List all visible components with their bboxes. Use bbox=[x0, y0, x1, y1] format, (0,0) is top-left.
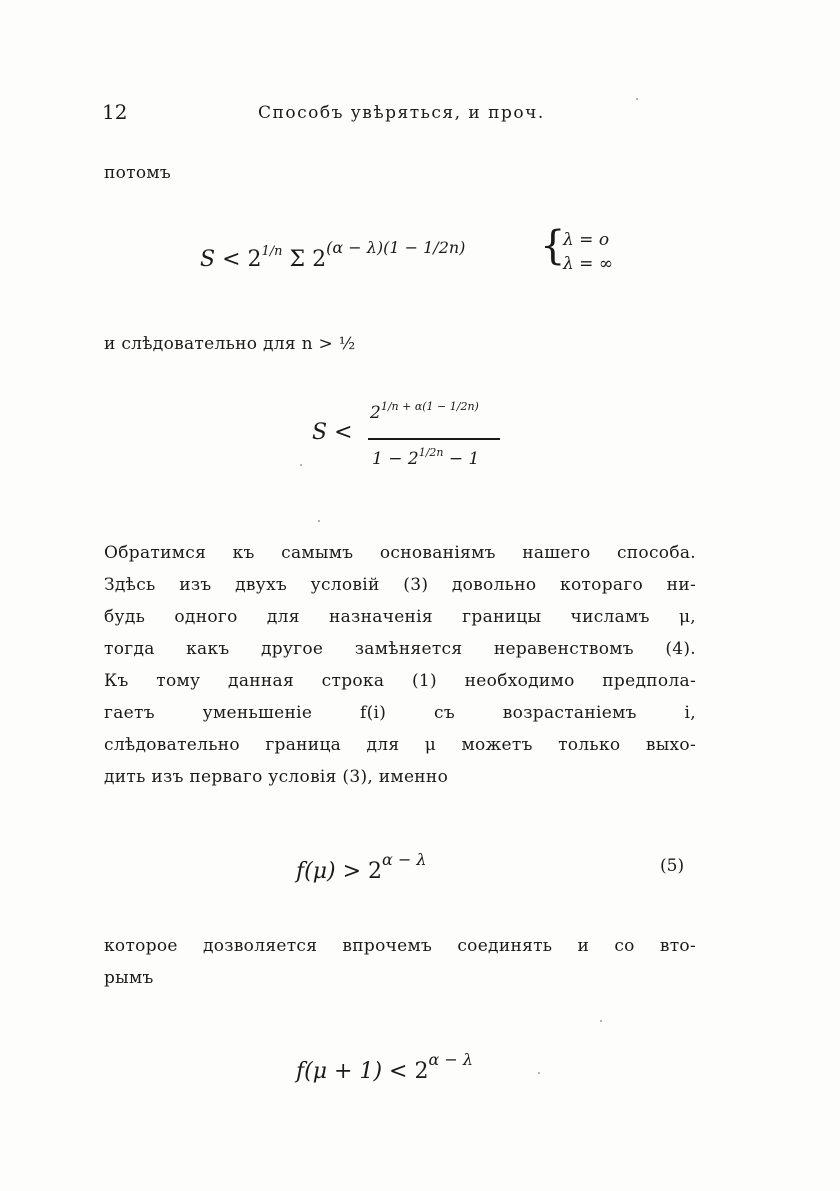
eq1-base1: 2 bbox=[247, 247, 262, 272]
eq1-base2: 2 bbox=[312, 247, 327, 272]
running-title: Способъ увѣряться, и проч. bbox=[258, 103, 545, 123]
eq6-lhs: f(μ + 1) bbox=[296, 1059, 383, 1084]
eq1-lhs: S bbox=[200, 247, 216, 272]
equation-5 bbox=[296, 850, 427, 884]
paragraph-line: гаетъ уменьшеніе f(i) съ возрастаніемъ i, bbox=[104, 703, 696, 723]
paragraph-line: рымъ bbox=[104, 968, 154, 988]
paragraph-line: слѣдовательно граница для μ можетъ только выхо- bbox=[104, 735, 696, 755]
paragraph-line: будь одного для назначенія границы числамъ μ, bbox=[104, 607, 696, 627]
print-speck bbox=[636, 98, 638, 100]
print-speck bbox=[600, 1020, 602, 1022]
eq1-relation: < bbox=[222, 247, 241, 272]
eq2-numerator bbox=[370, 400, 479, 423]
print-speck bbox=[538, 1072, 540, 1074]
fraction-bar bbox=[368, 438, 500, 440]
eq5-exponent: α − λ bbox=[382, 850, 427, 869]
paragraph-line: которое дозволяется впрочемъ соединять и со вто- bbox=[104, 936, 696, 956]
paragraph-line: Здѣсь изъ двухъ условій (3) довольно котораго ни- bbox=[104, 575, 696, 595]
eq2-denominator bbox=[372, 446, 479, 469]
eq1-exponent2: (α − λ)(1 − 1/2n) bbox=[326, 238, 466, 257]
eq1-exponent1: 1/n bbox=[261, 244, 283, 259]
eq2-den-base: 2 bbox=[407, 449, 419, 469]
eq6-relation: < bbox=[389, 1059, 408, 1084]
main-paragraph bbox=[104, 537, 696, 793]
eq1-conditions bbox=[563, 228, 613, 276]
eq1-condition-2: λ = ∞ bbox=[563, 254, 613, 274]
equation-number: (5) bbox=[660, 856, 685, 876]
second-paragraph bbox=[104, 930, 696, 994]
intro-word: потомъ bbox=[104, 163, 172, 183]
eq2-den-prefix: 1 − bbox=[372, 449, 403, 469]
equation-6 bbox=[296, 1050, 473, 1084]
eq2-lhs-group bbox=[312, 420, 353, 445]
page-number: 12 bbox=[102, 100, 128, 124]
eq1-sigma: Σ bbox=[289, 247, 306, 272]
eq2-num-base: 2 bbox=[370, 403, 381, 423]
print-speck bbox=[300, 464, 302, 466]
paragraph-line: Къ тому данная строка (1) необходимо предпола- bbox=[104, 671, 696, 691]
eq6-exponent: α − λ bbox=[428, 1050, 473, 1069]
eq5-relation: > bbox=[342, 859, 362, 884]
paragraph-line: дить изъ перваго условія (3), именно bbox=[104, 767, 449, 787]
eq5-base: 2 bbox=[368, 859, 383, 884]
print-speck bbox=[318, 520, 320, 522]
eq5-lhs: f(μ) bbox=[296, 859, 336, 884]
paragraph-line: тогда какъ другое замѣняется неравенствомъ (4). bbox=[104, 639, 696, 659]
eq2-relation: < bbox=[334, 420, 353, 445]
consequently-line: и слѣдовательно для n > ½ bbox=[104, 334, 356, 354]
paragraph-line: Обратимся къ самымъ основаніямъ нашего способа. bbox=[104, 543, 696, 563]
eq2-den-exponent: 1/2n bbox=[418, 446, 444, 459]
left-brace-icon: { bbox=[540, 223, 566, 269]
eq1-condition-1: λ = o bbox=[563, 230, 610, 250]
equation-1 bbox=[200, 238, 465, 272]
eq2-lhs: S bbox=[312, 420, 328, 445]
eq2-num-exponent: 1/n + α(1 − 1/2n) bbox=[380, 400, 479, 413]
eq2-den-suffix: − 1 bbox=[448, 449, 480, 469]
eq6-base: 2 bbox=[414, 1059, 429, 1084]
